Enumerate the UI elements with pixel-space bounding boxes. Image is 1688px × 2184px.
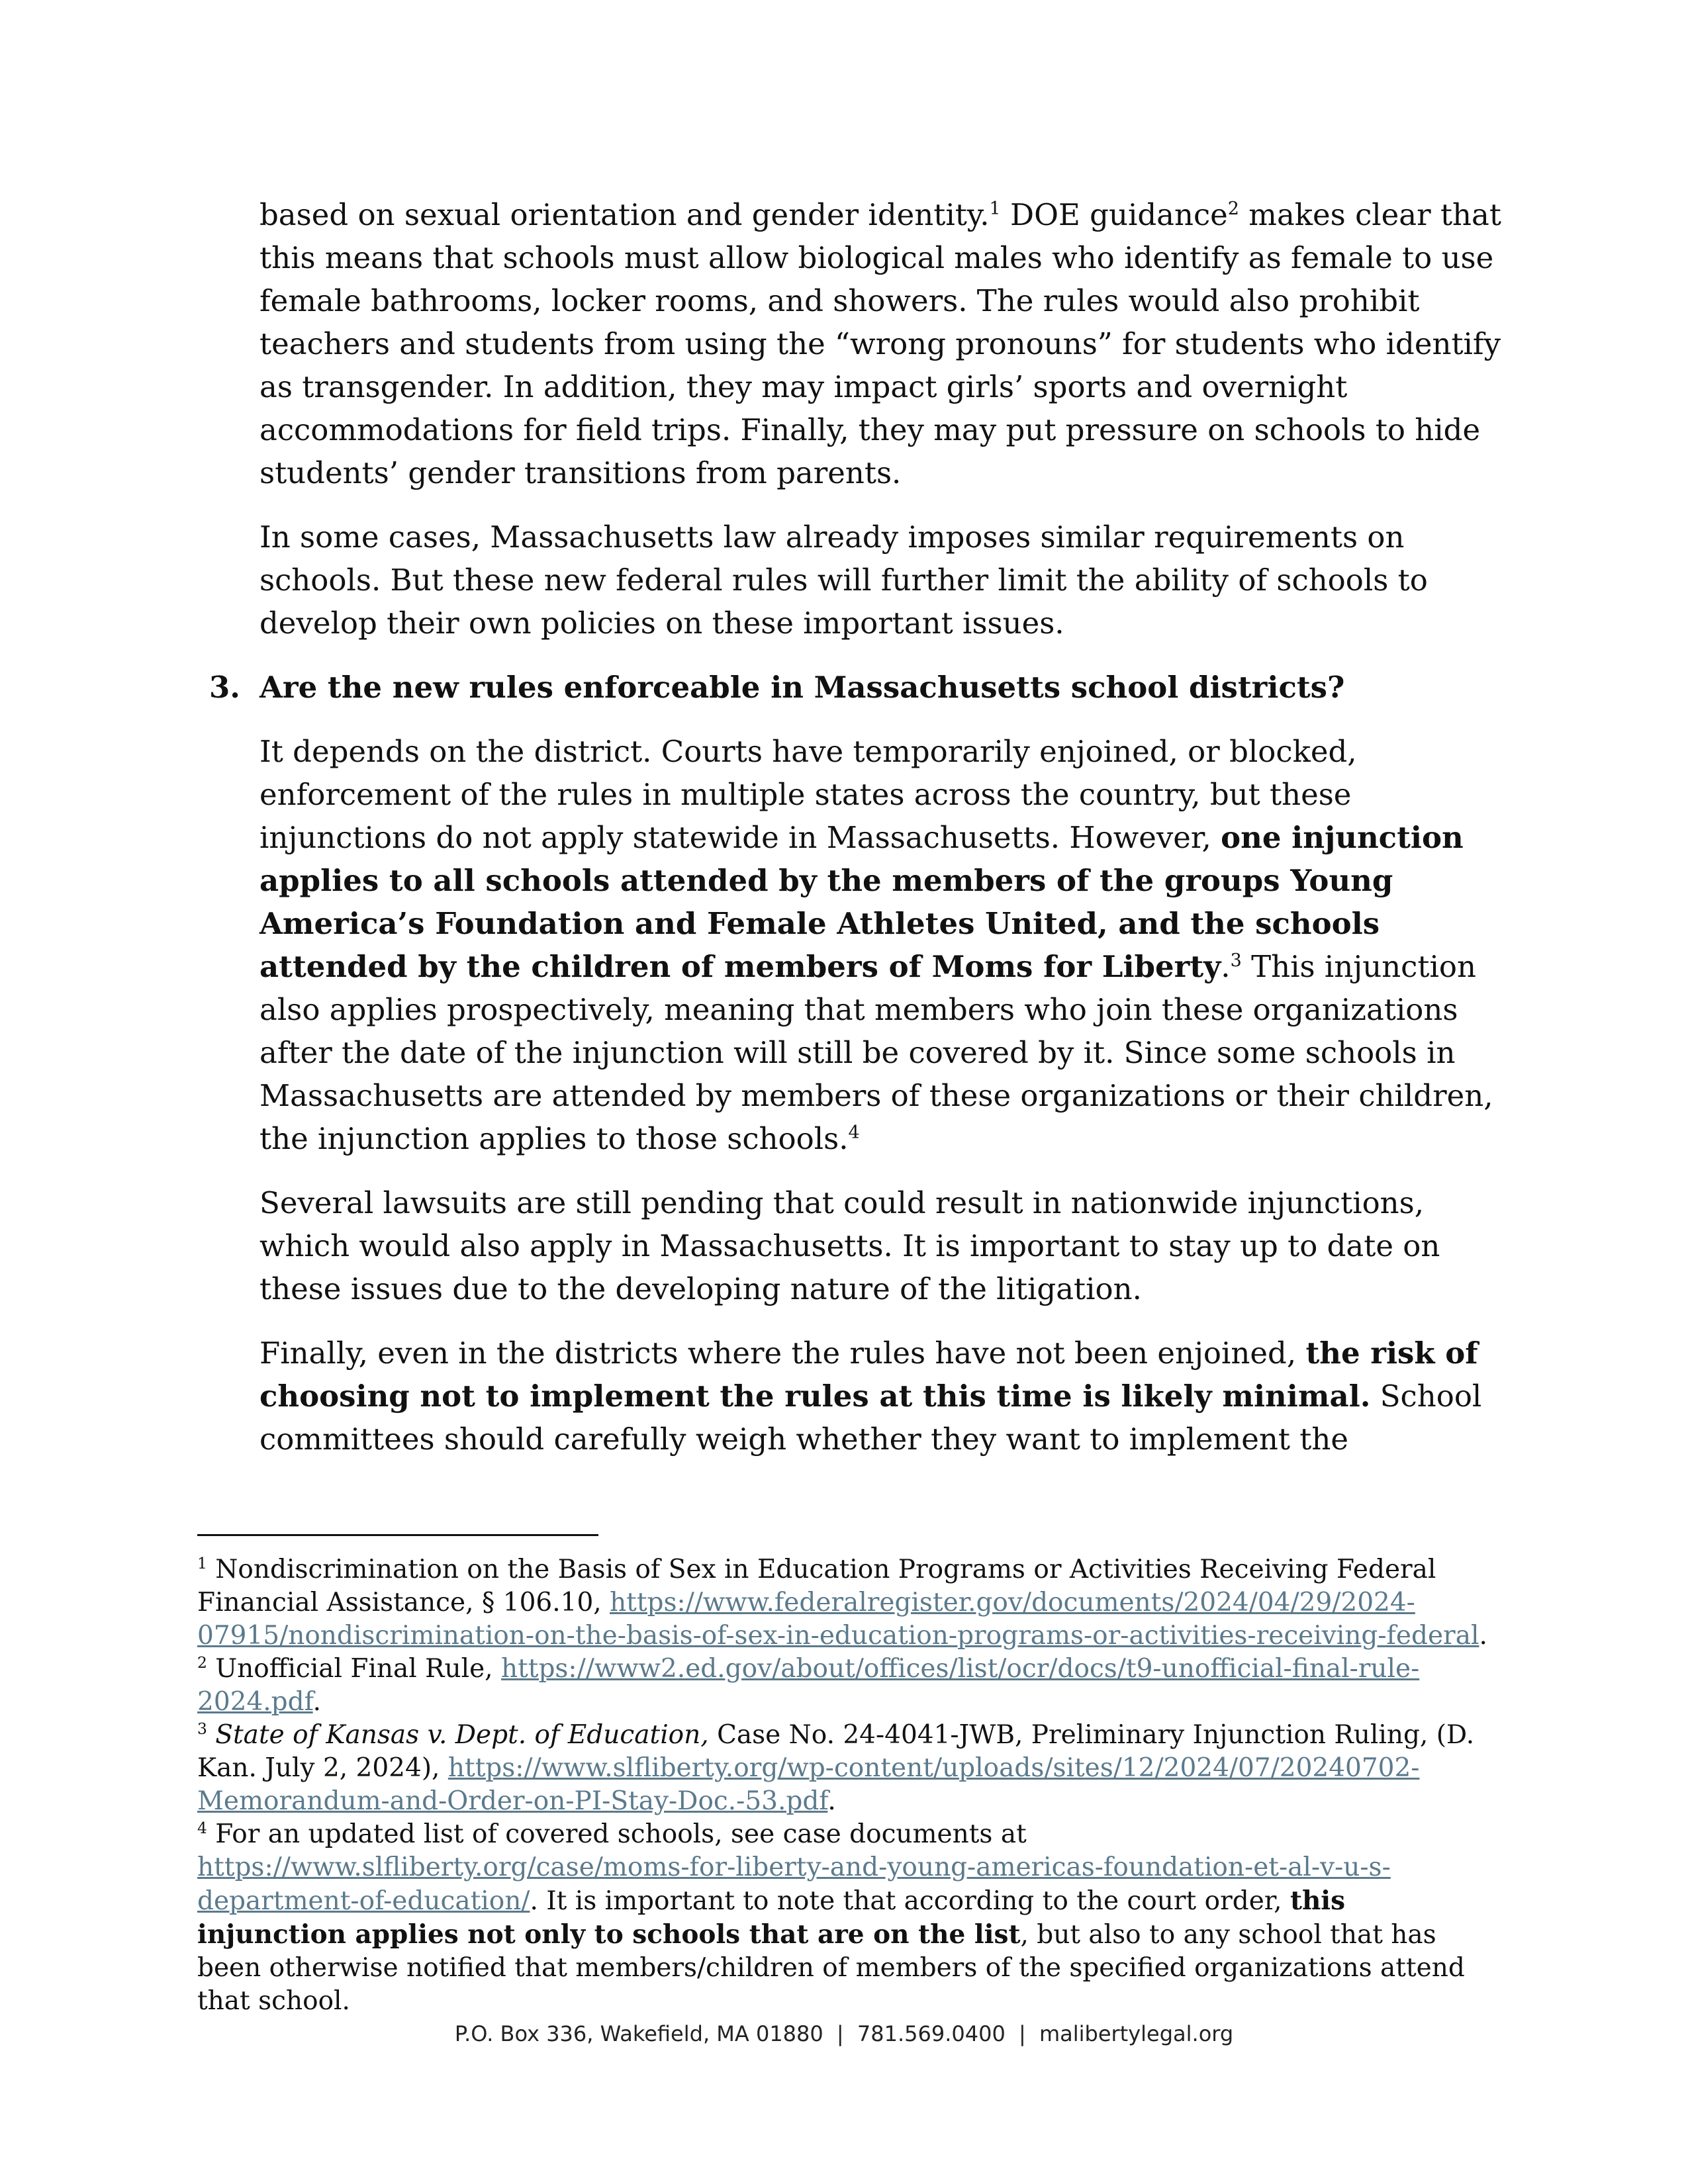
paragraph-5: Finally, even in the districts where the rules have not been enjoined, the risk of choosing not to implement the rules at this time is likely minimal. School committees should carefully weigh whether they want to implement the <box>259 1336 1482 1457</box>
footnote-1: $^1$ Nondiscrimination on the Basis of Sex in Education Programs or Activities Receiving Federal Financial Assistance, § 106.10, https://www.federalregister.gov/documents/2024/04/29/2024-07915/nondiscrimination-on-the-basis-of-sex-in-education-programs-or-activities-receiving-federal. <box>197 1554 1487 1651</box>
case-name: State of Kansas v. Dept. of Education, <box>215 1720 709 1750</box>
page-footer <box>0 2021 1688 2046</box>
paragraph-1: based on sexual orientation and gender identity.$^1$ DOE guidance$^2$ makes clear that this means that schools must allow biological males who identify as female to use female bathrooms, locker rooms, and showers. The rules would also prohibit teachers and students from using the “wrong pronouns” for students who identify as transgender. In addition, they may impact girls’ sports and overnight accommodations for field trips. Finally, they may put pressure on schools to hide students’ gender transitions from parents. <box>259 197 1501 490</box>
footnote-3: $^3$ State of Kansas v. Dept. of Education, Case No. 24-4041-JWB, Preliminary Injunction Ruling, (D. Kan. July 2, 2024), https://www.slfliberty.org/wp-content/uploads/sites/12/2024/07/20240702-Memorandum-and-Order-on-PI-Stay-Doc.-53.pdf. <box>197 1719 1475 1816</box>
footer-website[interactable]: malibertylegal.org <box>1039 2021 1234 2046</box>
footnotes <box>197 1553 1495 2018</box>
paragraph-4: Several lawsuits are still pending that could result in nationwide injunctions, which would also apply in Massachusetts. It is important to stay up to date on these issues due to the developing nature of the litigation. <box>259 1185 1440 1306</box>
footer-separator: | <box>836 2021 844 2046</box>
question-3-heading <box>209 666 1504 709</box>
footnote-ref-1[interactable]: 1 <box>989 199 1001 219</box>
footnote-2-link[interactable]: https://www2.ed.gov/about/offices/list/ocr/docs/t9-unofficial-final-rule-2024.pdf <box>197 1654 1420 1717</box>
footer-address: P.O. Box 336, Wakefield, MA 01880 <box>454 2021 823 2046</box>
footnote-1-link[interactable]: https://www.federalregister.gov/documents/2024/04/29/2024-07915/nondiscrimination-on-the-basis-of-sex-in-education-programs-or-activities-receiving-federal <box>197 1588 1479 1651</box>
footer-separator: | <box>1018 2021 1026 2046</box>
footer-phone: 781.569.0400 <box>857 2021 1006 2046</box>
footnote-ref-4[interactable]: 4 <box>848 1122 860 1143</box>
question-title: Are the new rules enforceable in Massachusetts school districts? <box>259 670 1345 705</box>
footnote-ref-3[interactable]: 3 <box>1230 950 1242 971</box>
footnote-3-link[interactable]: https://www.slfliberty.org/wp-content/uploads/sites/12/2024/07/20240702-Memorandum-and-Order-on-PI-Stay-Doc.-53.pdf <box>197 1753 1420 1816</box>
question-number: 3. <box>209 670 240 705</box>
risk-emphasis: the risk of choosing not to implement the rules at this time is likely minimal. <box>259 1336 1478 1414</box>
paragraph-2: In some cases, Massachusetts law already imposes similar requirements on schools. But these new federal rules will further limit the ability of schools to develop their own policies on these important issues. <box>259 520 1428 641</box>
footnote-4: $^4$ For an updated list of covered schools, see case documents at https://www.slfliberty.org/case/moms-for-liberty-and-young-americas-foundation-et-al-v-u-s-department-of-education/. It is important to note that according to the court order, this injunction applies not only to schools that are on the list, but also to any school that has been otherwise notified that members/children of members of the specified organizations attend that school. <box>197 1819 1465 2016</box>
footnote-2: $^2$ Unofficial Final Rule, https://www2.ed.gov/about/offices/list/ocr/docs/t9-unofficial-final-rule-2024.pdf. <box>197 1653 1420 1717</box>
footnote-divider <box>197 1534 598 1536</box>
footnote-4-link[interactable]: https://www.slfliberty.org/case/moms-for-liberty-and-young-americas-foundation-et-al-v-u-s-department-of-education/ <box>197 1852 1391 1916</box>
injunction-emphasis: one injunction applies to all schools attended by the members of the groups Young America’s Foundation and Female Athletes United, and the schools attended by the children of members of Moms for Liberty <box>259 820 1464 984</box>
court-order-emphasis: this injunction applies not only to schools that are on the list <box>197 1886 1346 1950</box>
footnote-ref-2[interactable]: 2 <box>1227 199 1239 219</box>
paragraph-3: It depends on the district. Courts have temporarily enjoined, or blocked, enforcement of the rules in multiple states across the country, but these injunctions do not apply statewide in Massachusetts. However, one injunction applies to all schools attended by the members of the groups Young America’s Foundation and Female Athletes United, and the schools attended by the children of members of Moms for Liberty.$^3$ This injunction also applies prospectively, meaning that members who join these organizations after the date of the injunction will still be covered by it. Since some schools in Massachusetts are attended by members of these organizations or their children, the injunction applies to those schools.$^4$ <box>259 734 1493 1156</box>
main-body <box>209 193 1504 1482</box>
